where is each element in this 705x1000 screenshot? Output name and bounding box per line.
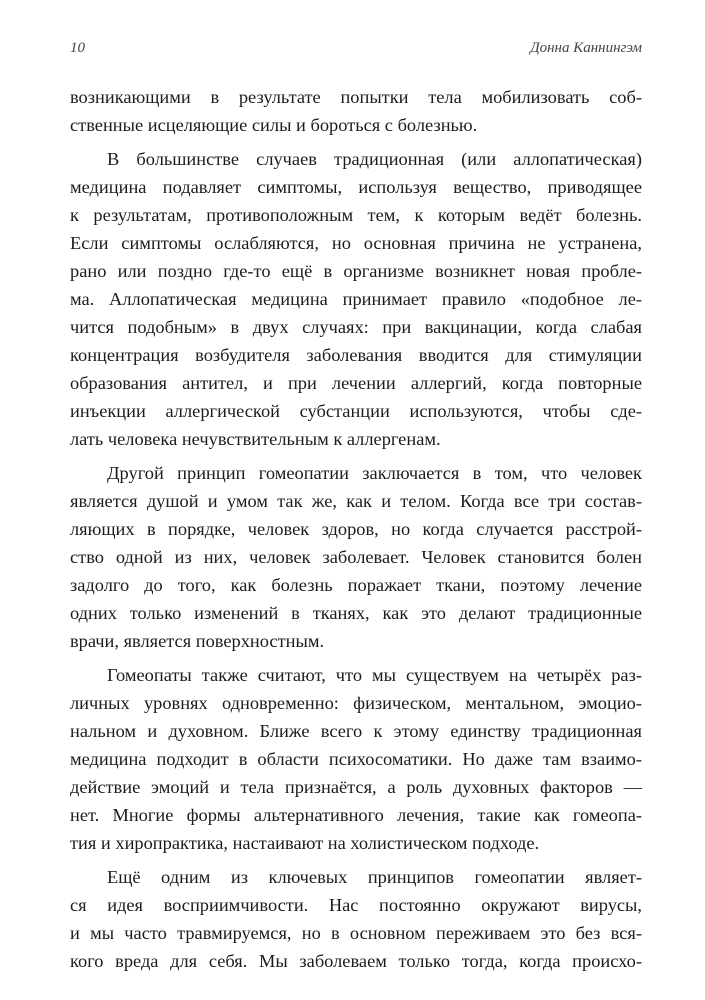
text-line: тия и хиропрактика, настаивают на холистическом подходе.	[70, 833, 540, 853]
running-head	[70, 40, 642, 62]
text-line: нет. Многие формы альтернативного лечения, такие как гомеопа-	[70, 805, 642, 825]
page-number: 10	[70, 40, 85, 56]
text-line: нальном и духовном. Ближе всего к этому единству традиционная	[70, 721, 642, 741]
paragraph	[70, 145, 642, 453]
body-text	[70, 83, 642, 981]
text-line: является душой и умом так же, как и телом. Когда все три состав-	[70, 491, 642, 511]
text-line: инъекции аллергической субстанции используются, чтобы сде-	[70, 401, 642, 421]
text-line: одних только изменений в тканях, как это делают традиционные	[70, 603, 642, 623]
text-line: медицина подходит в области психосоматики. Но даже там взаимо-	[70, 749, 642, 769]
paragraph	[70, 661, 642, 857]
text-line: кого вреда для себя. Мы заболеваем только тогда, когда происхо-	[70, 951, 642, 971]
text-line: рано или поздно где-то ещё в организме возникнет новая пробле-	[70, 261, 642, 281]
text-line: чится подобным» в двух случаях: при вакцинации, когда слабая	[70, 317, 642, 337]
text-line: ма. Аллопатическая медицина принимает правило «подобное ле-	[70, 289, 642, 309]
text-line: концентрация возбудителя заболевания вводится для стимуляции	[70, 345, 642, 365]
paragraph	[70, 83, 642, 139]
text-line: образования антител, и при лечении аллергий, когда повторные	[70, 373, 642, 393]
text-line: лать человека нечувствительным к аллергенам.	[70, 429, 441, 449]
text-line: ственные исцеляющие силы и бороться с болезнью.	[70, 115, 478, 135]
paragraph	[70, 459, 642, 655]
text-line: и мы часто травмируемся, но в основном переживаем это без вся-	[70, 923, 642, 943]
running-title: Донна Каннингэм	[530, 40, 642, 56]
text-line: В большинстве случаев традиционная (или аллопатическая)	[107, 149, 642, 169]
text-line: к результатам, противоположным тем, к которым ведёт болезнь.	[70, 205, 642, 225]
text-line: Другой принцип гомеопатии заключается в том, что человек	[107, 463, 642, 483]
text-line: действие эмоций и тела признаётся, а роль духовных факторов —	[70, 777, 642, 797]
text-line: Если симптомы ослабляются, но основная причина не устранена,	[70, 233, 642, 253]
text-line: личных уровнях одновременно: физическом, ментальном, эмоцио-	[70, 693, 642, 713]
paragraph	[70, 863, 642, 975]
text-line: ся идея восприимчивости. Нас постоянно окружают вирусы,	[70, 895, 642, 915]
text-line: задолго до того, как болезнь поражает ткани, поэтому лечение	[70, 575, 642, 595]
text-line: медицина подавляет симптомы, используя вещество, приводящее	[70, 177, 642, 197]
text-line: ляющих в порядке, человек здоров, но когда случается расстрой-	[70, 519, 642, 539]
text-line: врачи, является поверхностным.	[70, 631, 325, 651]
text-line: Гомеопаты также считают, что мы существуем на четырёх раз-	[107, 665, 642, 685]
text-line: возникающими в результате попытки тела мобилизовать соб-	[70, 87, 642, 107]
text-line: Ещё одним из ключевых принципов гомеопатии являет-	[107, 867, 642, 887]
text-line: ство одной из них, человек заболевает. Человек становится болен	[70, 547, 642, 567]
